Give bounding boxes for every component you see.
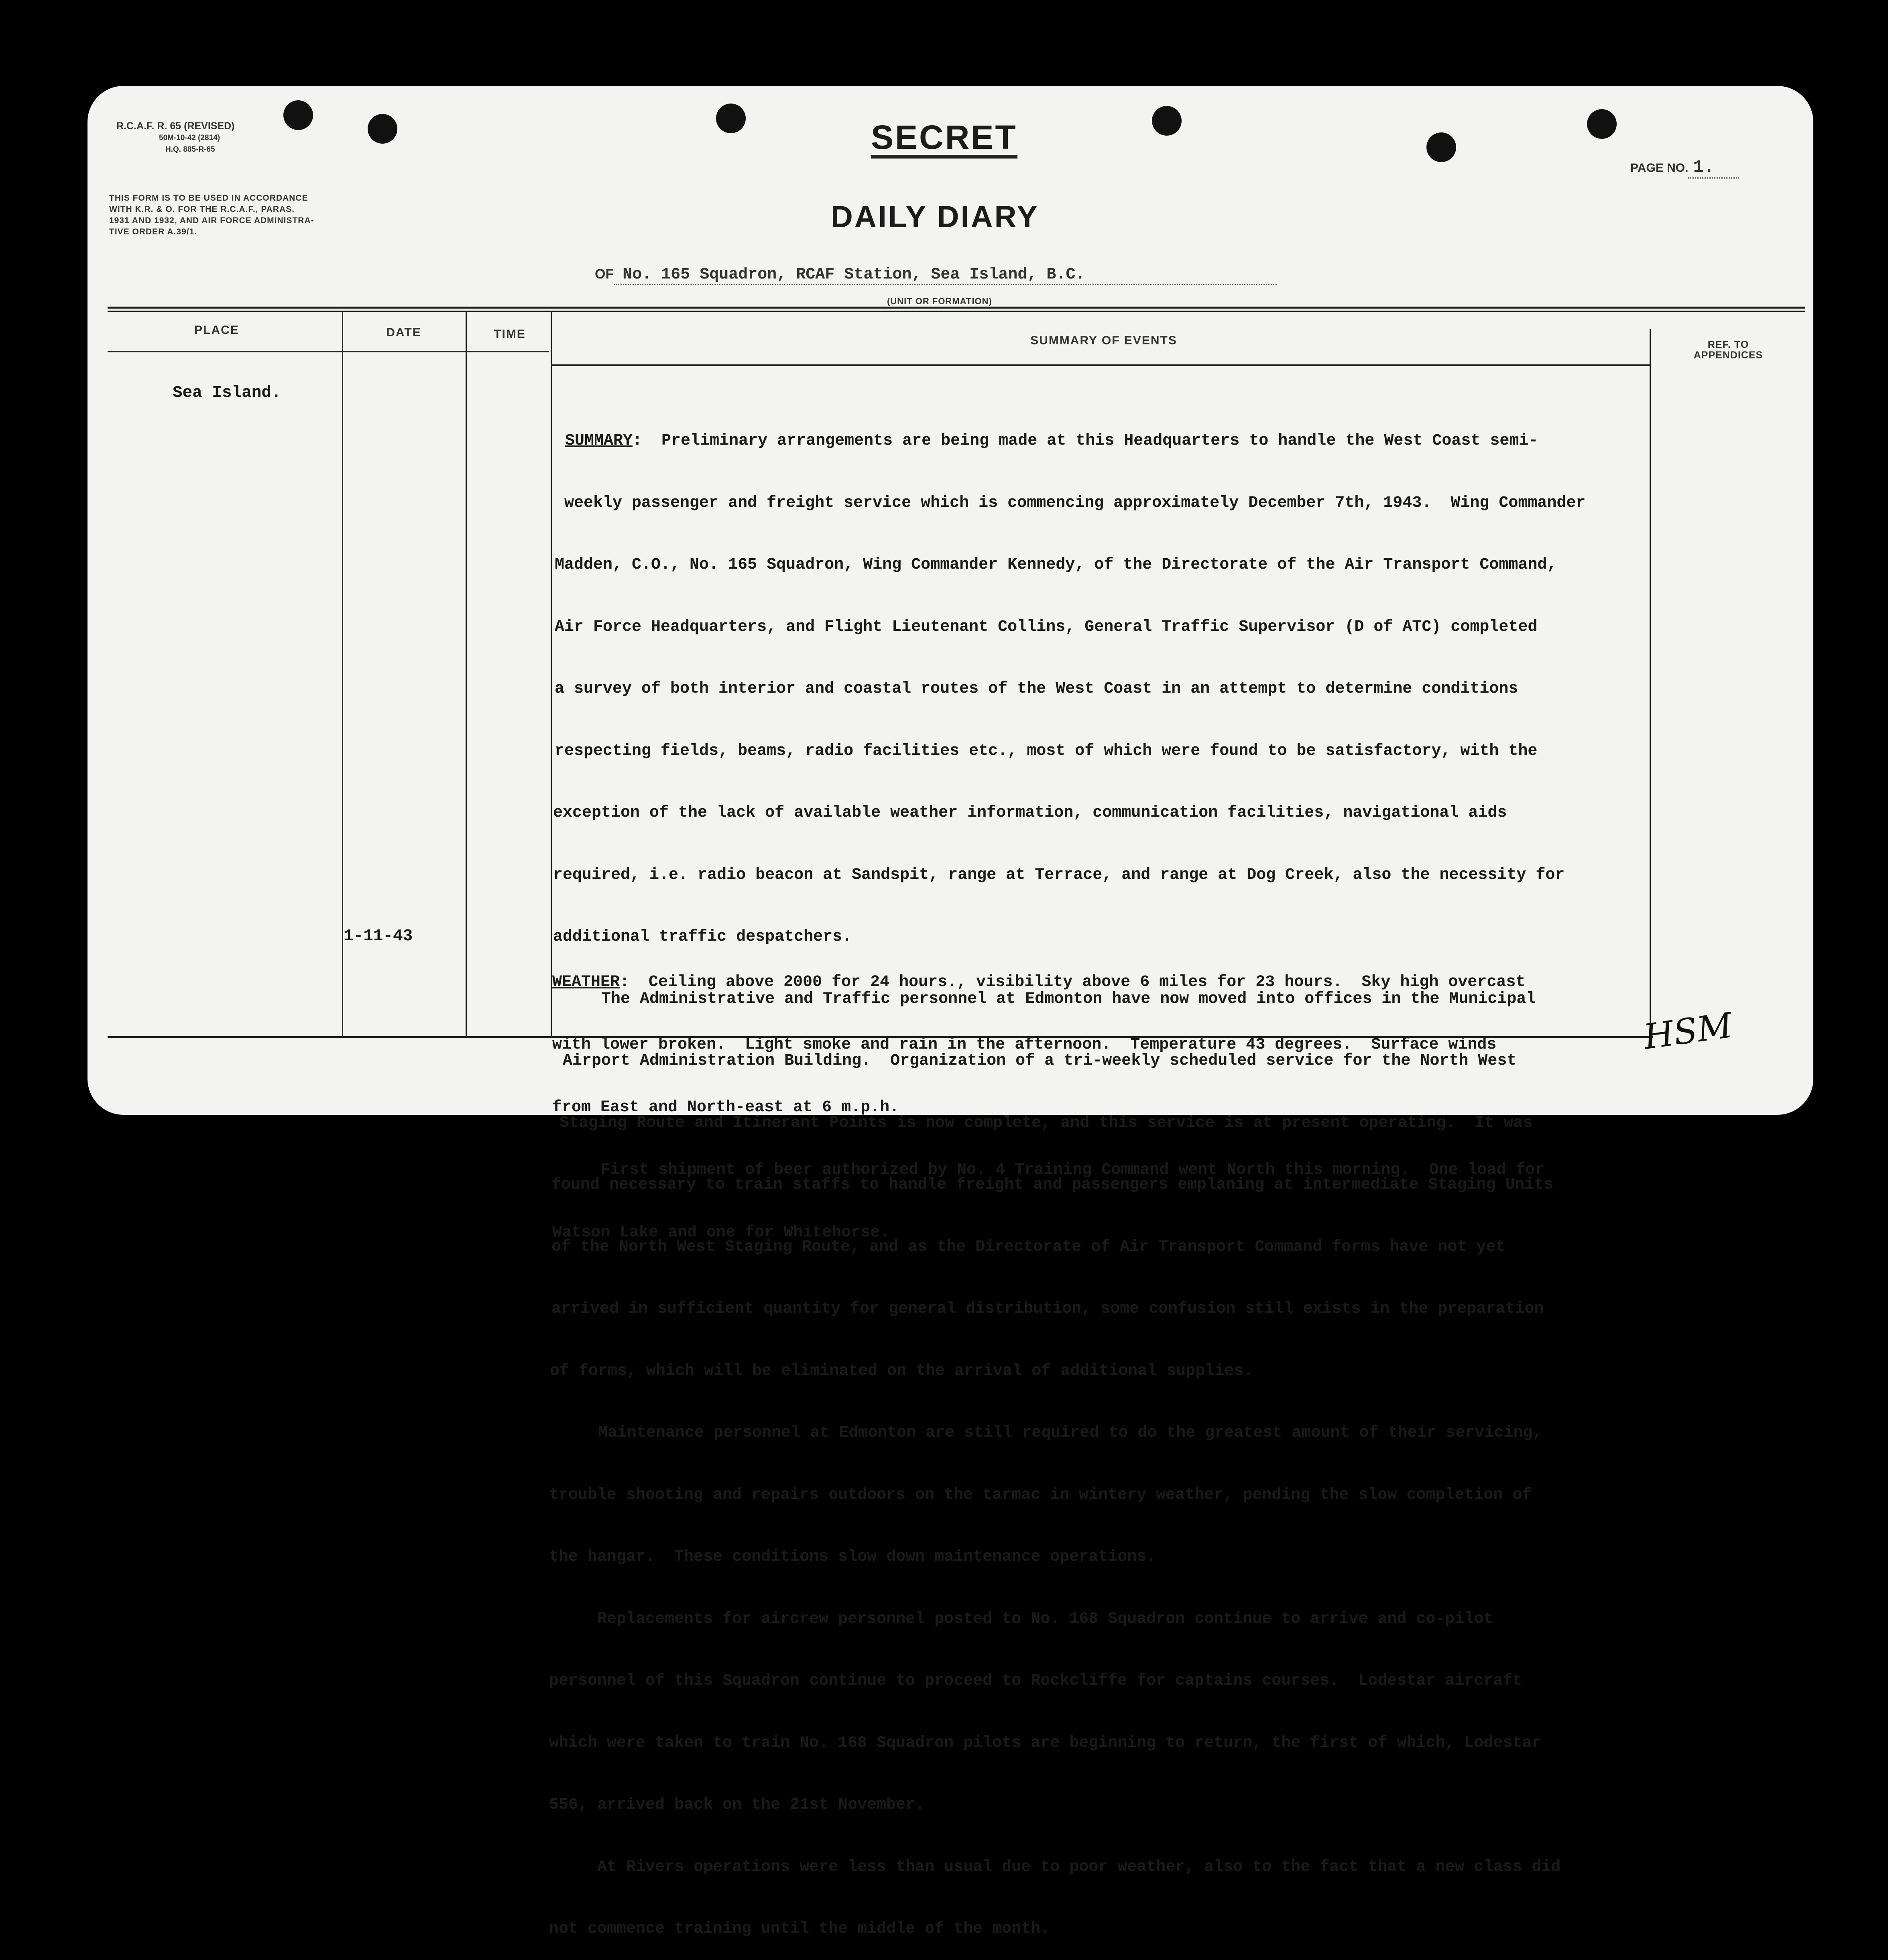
entry-line: Staging Route and Itinerant Points is now complete, and this service is at present operating. It was [559, 1114, 1533, 1132]
entry-body [552, 930, 1544, 1264]
form-ref-line: R.C.A.F. R. 65 (REVISED) [116, 120, 235, 132]
entry-line: required, i.e. radio beacon at Sandspit, range at Terrace, and range at Dog Creek, also the necessity for [553, 866, 1565, 884]
usage-note-line: 1931 AND 1932, AND AIR FORCE ADMINISTRA- [109, 216, 314, 225]
entry-line: Airport Administration Building. Organization of a tri-weekly scheduled service for the North West [563, 1052, 1517, 1070]
entry-line: of the North West Staging Route, and as the Directorate of Air Transport Command forms have not yet [551, 1238, 1506, 1256]
entry-line: additional traffic despatchers. [553, 928, 852, 946]
entry-line: Maintenance personnel at Edmonton are still required to do the greatest amount of their servicing, [550, 1424, 1542, 1442]
entry-label: WEATHER [552, 973, 620, 991]
entry-line: personnel of this Squadron continue to proceed to Rockcliffe for captains courses. Lodestar aircraft [549, 1672, 1522, 1690]
page-number-value: 1. [1688, 157, 1739, 179]
entry-line-text: : Ceiling above 2000 for 24 hours., visibility above 6 miles for 23 hours. Sky high overcast [620, 973, 1526, 991]
column-header-ref-line: APPENDICES [1693, 350, 1763, 361]
entry-line: of forms, which will be eliminated on the arrival of additional supplies. [550, 1362, 1253, 1380]
usage-note-line: THIS FORM IS TO BE USED IN ACCORDANCE [109, 193, 308, 203]
column-divider [466, 311, 467, 1038]
punch-hole [1152, 106, 1182, 136]
column-header-place: PLACE [194, 323, 239, 337]
entry-line: arrived in sufficient quantity for general distribution, some confusion still exists in the preparation [551, 1300, 1544, 1318]
entry-line [549, 431, 1585, 451]
header-rule [108, 351, 549, 352]
entry-line: a survey of both interior and coastal routes of the West Coast in an attempt to determine conditions [555, 680, 1518, 698]
entry-place: Sea Island. [173, 384, 281, 402]
classification-heading: SECRET [871, 120, 1017, 159]
table-top-rule-inner [108, 311, 1805, 312]
entry-line: First shipment of beer authorized by No. 4 Training Command went North this morning. One load for [552, 1161, 1545, 1179]
entry-date: 1-11-43 [344, 927, 413, 945]
column-header-ref-line: REF. TO [1707, 339, 1749, 350]
column-header-summary: SUMMARY OF EVENTS [1030, 334, 1177, 347]
column-header-appendices [1660, 340, 1796, 360]
column-header-time: TIME [494, 327, 526, 341]
unit-caption: (UNIT OR FORMATION) [887, 296, 992, 306]
punch-hole [368, 114, 397, 144]
form-ref-line: H.Q. 885-R-65 [165, 145, 215, 154]
entry-line: Madden, C.O., No. 165 Squadron, Wing Commander Kennedy, of the Directorate of the Air Transport Command, [555, 556, 1557, 574]
table-top-rule [108, 307, 1805, 309]
unit-name: No. 165 Squadron, RCAF Station, Sea Island, B.C. [614, 266, 1277, 285]
punch-hole [1426, 132, 1456, 162]
page-number-label: PAGE NO. [1630, 161, 1689, 175]
entry-line [552, 972, 1544, 993]
entry-line: which were taken to train No. 168 Squadron pilots are beginning to return, the first of which, Lodestar [549, 1734, 1542, 1752]
entry-line: exception of the lack of available weather information, communication facilities, navigational aids [553, 804, 1507, 822]
entry-line: the hangar. These conditions slow down maintenance operations. [549, 1548, 1156, 1566]
entry-label: SUMMARY [565, 432, 633, 450]
punch-hole [1587, 109, 1617, 139]
entry-line: respecting fields, beams, radio facilities etc., most of which were found to be satisfactory, with the [555, 742, 1538, 760]
header-rule [551, 364, 1650, 366]
column-header-date: DATE [386, 326, 421, 339]
entry-line: 556, arrived back on the 21st November. [549, 1796, 925, 1814]
unit-line [595, 266, 1277, 285]
entry-line: The Administrative and Traffic personnel at Edmonton have now moved into offices in the Municipal [553, 990, 1536, 1008]
form-usage-note [109, 193, 314, 238]
punch-hole [716, 104, 746, 133]
usage-note-line: TIVE ORDER A.39/1. [109, 227, 197, 236]
entry-line: found necessary to train staffs to handle freight and passengers emplaning at intermediate Staging Units [551, 1176, 1554, 1194]
column-divider [342, 311, 343, 1038]
entry-line: trouble shooting and repairs outdoors on the tarmac in wintery weather, pending the slow completion of [549, 1486, 1532, 1504]
entry-line: with lower broken. Light smoke and rain in the afternoon. Temperature 43 degrees. Surface winds [552, 1036, 1497, 1054]
entry-line: Watson Lake and one for Whitehorse. [552, 1224, 890, 1242]
entry-line: not commence training until the middle of the month. [549, 1920, 1050, 1938]
form-ref-line: 50M-10-42 (2814) [159, 134, 220, 142]
unit-of-label: OF [595, 266, 614, 282]
usage-note-line: WITH K.R. & O. FOR THE R.C.A.F., PARAS. [109, 205, 295, 214]
page-number [1630, 157, 1739, 179]
page-title: DAILY DIARY [831, 200, 1039, 234]
entry-line: weekly passenger and freight service which is commencing approximately December 7th, 1943. Wing Commander [564, 494, 1586, 512]
form-reference [116, 120, 235, 155]
entry-line: Air Force Headquarters, and Flight Lieutenant Collins, General Traffic Supervisor (D of ATC) completed [555, 618, 1538, 636]
punch-hole [283, 100, 313, 130]
entry-line: At Rivers operations were less than usual due to poor weather, also to the fact that a new class did [549, 1858, 1561, 1876]
handwritten-initials: HSM [1641, 1005, 1735, 1057]
column-divider [1650, 329, 1651, 1038]
entry-line: Replacements for aircrew personnel posted to No. 168 Squadron continue to arrive and co-pilot [549, 1610, 1493, 1628]
entry-line: from East and North-east at 6 m.p.h. [552, 1098, 899, 1116]
entry-line-text: : Preliminary arrangements are being made at this Headquarters to handle the West Coast semi- [633, 432, 1538, 450]
